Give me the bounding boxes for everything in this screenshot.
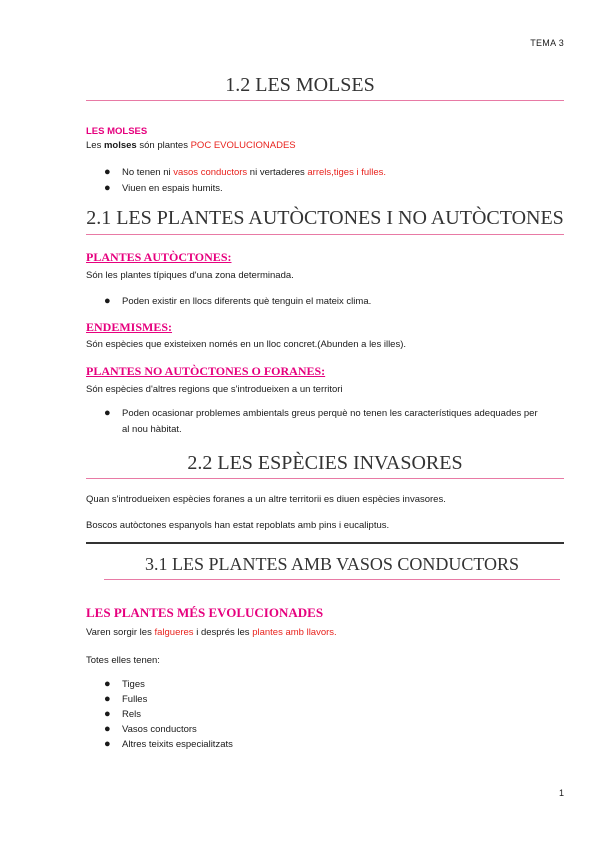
paragraph: Quan s'introdueixen espècies foranes a un altre territorii es diuen espècies invasores. xyxy=(86,494,446,505)
page-number: 1 xyxy=(558,788,564,798)
bullet-icon: ● xyxy=(104,295,111,307)
subheading-no-autoctones: PLANTES NO AUTÒCTONES O FORANES: xyxy=(86,364,326,378)
list-item: ● Altres teixits especialitzats xyxy=(104,738,233,750)
paragraph-evolucionades: Varen sorgir les falgueres i després les plantes amb llavors. xyxy=(86,627,337,638)
list-item: ● Vasos conductors xyxy=(104,723,197,735)
list-item: ● Rels xyxy=(104,708,142,720)
paragraph: Són les plantes típiques d'una zona determinada. xyxy=(86,270,294,281)
bullet-icon: ● xyxy=(104,738,111,750)
list-item: ● Poden existir en llocs diferents què tenguin el mateix clima. xyxy=(104,295,372,307)
subheading-evolucionades: LES PLANTES MÉS EVOLUCIONADES xyxy=(86,605,324,620)
subheading-endemismes: ENDEMISMES: xyxy=(86,320,173,334)
bullet-icon: ● xyxy=(104,723,111,735)
section-title-invasores: 2.2 LES ESPÈCIES INVASORES xyxy=(187,452,463,474)
bullet-icon: ● xyxy=(104,166,111,178)
subheading-molses: LES MOLSES xyxy=(86,126,148,137)
section-divider xyxy=(86,542,564,544)
bullet-icon: ● xyxy=(104,182,111,194)
subheading-autoctones: PLANTES AUTÒCTONES: xyxy=(86,250,232,264)
bullet-icon: ● xyxy=(104,678,111,690)
bullet-icon: ● xyxy=(104,708,111,720)
list-item: ● Viuen en espais humits. xyxy=(104,182,223,194)
list-item: ● Fulles xyxy=(104,693,148,705)
paragraph: Boscos autòctones espanyols han estat repoblats amb pins i eucaliptus. xyxy=(86,520,390,531)
section-title-autoctones: 2.1 LES PLANTES AUTÒCTONES I NO AUTÒCTONES xyxy=(86,207,564,229)
paragraph: Són espècies que existeixen només en un lloc concret.(Abunden a les illes). xyxy=(86,339,407,350)
title-underline xyxy=(86,478,564,479)
paragraph: Són espècies d'altres regions que s'introdueixen a un territori xyxy=(86,384,343,395)
list-item: ● Tiges xyxy=(104,678,145,690)
header-tema: TEMA 3 xyxy=(530,38,564,48)
section-title-vasos: 3.1 LES PLANTES AMB VASOS CONDUCTORS xyxy=(144,554,520,574)
bullet-icon: ● xyxy=(104,693,111,705)
list-item: ● Poden ocasionar problemes ambientals greus perquè no tenen les característiques adequades per al nou hàbitat. xyxy=(104,407,538,435)
title-underline xyxy=(104,579,560,580)
section-title-molses: 1.2 LES MOLSES xyxy=(225,74,375,96)
title-underline xyxy=(86,234,564,235)
paragraph: Totes elles tenen: xyxy=(86,655,160,666)
title-underline xyxy=(86,100,564,101)
paragraph-molses: Les molses són plantes POC EVOLUCIONADES xyxy=(86,140,296,151)
bullet-icon: ● xyxy=(104,407,111,419)
list-item: ● No tenen ni vasos conductors ni vertaderes arrels,tiges i fulles. xyxy=(104,166,387,178)
